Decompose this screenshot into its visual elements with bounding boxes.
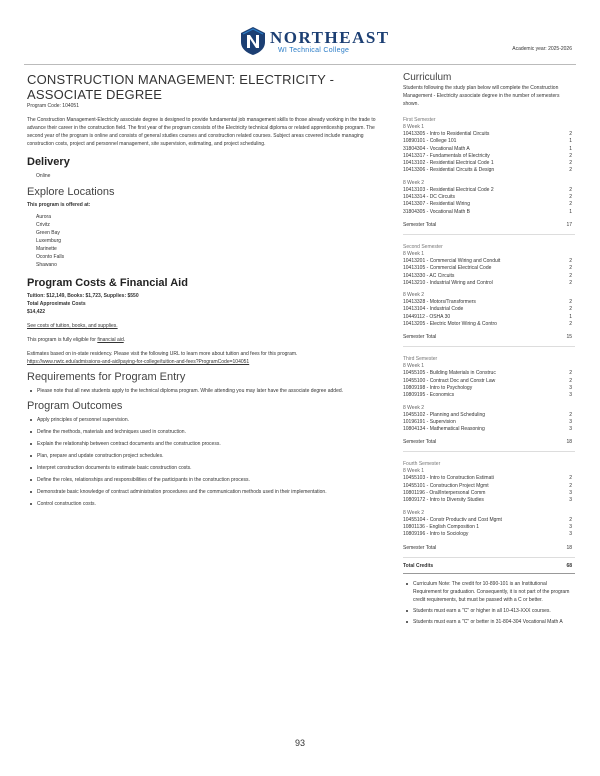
course-credits: 2 [569, 201, 572, 208]
program-code: Program Code: 104051 [27, 103, 79, 109]
course-name: 10804134 - Mathematical Reasoning [403, 426, 485, 433]
outcome-item: Interpret construction documents to estimate basic construction costs. [27, 464, 382, 472]
course-credits: 2 [569, 482, 572, 489]
course-credits: 2 [569, 516, 572, 523]
course-row [403, 146, 575, 153]
curriculum-column [403, 72, 575, 626]
course-row [403, 299, 575, 306]
course-row [403, 265, 575, 272]
tuition-url-link[interactable]: https://www.nwtc.edu/admissions-and-aid/paying-for-college/tuition-and-fees?ProgramCode=104051 [27, 359, 250, 365]
course-credits: 2 [569, 321, 572, 328]
total-credits-row [403, 563, 575, 570]
course-name: 10413328 - Motors/Transformers [403, 299, 476, 306]
outcome-item: Define the roles, relationships and responsibilities of the participants in the construction process. [27, 476, 382, 484]
semester-divider [403, 234, 575, 235]
course-credits: 2 [569, 265, 572, 272]
semester-block [403, 461, 575, 557]
semester-title: First Semester [403, 117, 436, 123]
logo-mark-icon [240, 26, 266, 56]
course-credits: 3 [569, 497, 572, 504]
course-row [403, 524, 575, 531]
course-credits: 2 [569, 475, 572, 482]
course-row [403, 531, 575, 538]
locations-list [27, 213, 382, 269]
total-credits-divider [403, 573, 575, 574]
course-row [403, 483, 575, 490]
semester-divider [403, 557, 575, 558]
course-name: 10413201 - Commercial Wiring and Conduit [403, 257, 501, 264]
course-name: 10455103 - Intro to Construction Estimati [403, 475, 494, 482]
title-line-1: CONSTRUCTION MANAGEMENT: ELECTRICITY - [27, 72, 335, 87]
course-name: 10809195 - Economics [403, 392, 455, 399]
semester-block [403, 356, 575, 452]
course-credits: 2 [569, 160, 572, 167]
course-credits: 2 [569, 272, 572, 279]
financial-aid-link[interactable]: financial aid [97, 337, 124, 343]
aid-prefix: This program is fully eligible for [27, 337, 98, 343]
course-row [403, 258, 575, 265]
page-number: 93 [294, 738, 305, 748]
course-row [403, 412, 575, 419]
course-name: 10801196 - Oral/Interpersonal Comm [403, 490, 486, 497]
logo-subtitle: WI Technical College [278, 47, 350, 54]
course-credits: 1 [569, 313, 572, 320]
semester-divider [403, 451, 575, 452]
course-row [403, 306, 575, 313]
course-name: 10413314 - DC Circuits [403, 194, 455, 201]
title-line-2: ASSOCIATE DEGREE [27, 87, 163, 102]
curriculum-note: Students must earn a "C" or better in 31-804-304 Vocational Math A [403, 618, 575, 626]
locations-heading: Explore Locations [27, 186, 115, 198]
semester-total-row [403, 222, 575, 229]
curriculum-note: Curriculum Note: The credit for 10-890-101 is an Institutional Requirement for graduation. Consequently, it is not part of the program credit requirements, but must be passed with a C or better. [403, 580, 575, 604]
location-item: Aurora [36, 214, 52, 220]
course-name: 10413205 - Electric Motor Wiring & Contro [403, 321, 497, 328]
course-name: 10455104 - Constr Productiv and Cost Mgmt [403, 516, 502, 523]
outcome-item: Demonstrate basic knowledge of contract administration procedures and the communication methods used in their implementation. [27, 488, 382, 496]
course-name: 10413317 - Fundamentals of Electricity [403, 152, 490, 159]
course-credits: 2 [569, 131, 572, 137]
see-costs-link[interactable]: See costs of tuition, books, and supplies. [27, 323, 118, 329]
aid-suffix: . [123, 337, 126, 343]
header-divider [24, 64, 576, 65]
page-header [0, 22, 600, 62]
outcome-item: Define the methods, materials and techniques used in construction. [27, 428, 382, 436]
course-name: 10809196 - Intro to Sociology [403, 531, 469, 538]
course-name: 10455100 - Contract Doc and Constr Law [403, 377, 496, 384]
week-label: 8 Week 2 [403, 179, 425, 186]
course-credits: 1 [569, 145, 572, 152]
semester-block [403, 244, 575, 347]
delivery-value: Online [36, 173, 51, 179]
course-row [403, 426, 575, 433]
course-row [403, 209, 575, 216]
course-row [403, 153, 575, 160]
course-credits: 2 [569, 377, 572, 384]
outcome-item: Apply principles of personnel supervision. [27, 416, 382, 424]
course-name: 10809198 - Intro to Psychology [403, 384, 473, 391]
course-name: 31804305 - Vocational Math B [403, 208, 470, 215]
course-credits: 2 [569, 370, 572, 377]
course-credits: 2 [569, 279, 572, 286]
semester-total-value: 15 [566, 334, 572, 341]
page-title [27, 72, 382, 102]
semester-total-value: 18 [566, 544, 572, 551]
course-name: 10801136 - English Composition 1 [403, 523, 480, 530]
semester-total-label: Semester Total [403, 221, 437, 228]
week-label: 8 Week 1 [403, 363, 425, 370]
location-item: Marinette [36, 246, 57, 252]
total-costs-value: $14,422 [27, 309, 46, 315]
semester-title: Third Semester [403, 356, 438, 363]
total-credits-value: 68 [566, 562, 572, 569]
semester-title: Fourth Semester [403, 461, 441, 468]
course-name: 10196191 - Supervision [403, 418, 456, 425]
curriculum-notes [403, 580, 575, 626]
course-row [403, 201, 575, 208]
course-credits: 3 [569, 490, 572, 497]
course-credits: 3 [569, 418, 572, 425]
course-credits: 2 [569, 194, 572, 201]
total-costs-label: Total Approximate Costs [27, 301, 86, 307]
course-row [403, 321, 575, 328]
semester-total-label: Semester Total [403, 544, 437, 551]
program-description: The Construction Management-Electricity associate degree is designed to provide fundamental job management skills to those already working in the trade to advance their career in the construction field. The first year of the program consists of the Electricity technical diploma or related apprenticeship program. The second year of the program is online and consists of general studies courses and construction related courses. Subject areas covered include managing construction costs, project and personnel management, site supervision, estimating, and project scheduling. [27, 117, 376, 147]
course-row [403, 280, 575, 287]
delivery-heading: Delivery [27, 156, 70, 168]
course-name: 10413307 - Residential Wiring [403, 201, 470, 208]
course-credits: 3 [569, 384, 572, 391]
course-row [403, 378, 575, 385]
course-credits: 1 [569, 208, 572, 215]
course-row [403, 187, 575, 194]
course-row [403, 131, 575, 138]
course-name: 10455102 - Planning and Scheduling [403, 411, 486, 418]
costs-heading: Program Costs & Financial Aid [27, 277, 188, 289]
course-row [403, 517, 575, 524]
course-credits: 2 [569, 411, 572, 418]
course-credits: 2 [569, 299, 572, 306]
semester-block [403, 117, 575, 235]
week-label: 8 Week 2 [403, 509, 425, 516]
outcomes-list [27, 416, 382, 508]
outcome-item: Control construction costs. [27, 500, 382, 508]
week-label: 8 Week 1 [403, 124, 425, 130]
curriculum-note: Students must earn a "C" or higher in all 10-413-XXX courses. [403, 607, 575, 615]
course-row [403, 385, 575, 392]
estimate-note: Estimates based on in-state residency. Please visit the following URL to learn more about tuition and fees for this program. [27, 351, 298, 357]
total-credits-label: Total Credits [403, 562, 434, 569]
course-name: 10413306 - Residential Circuits & Design [403, 167, 495, 174]
course-row [403, 273, 575, 280]
course-name: 31804304 - Vocational Math A [403, 145, 470, 152]
course-credits: 2 [569, 186, 572, 193]
semester-total-label: Semester Total [403, 439, 437, 446]
semester-total-label: Semester Total [403, 334, 437, 341]
course-row [403, 160, 575, 167]
curriculum-intro: Students following the study plan below will complete the Construction Management - Electricity associate degree in the number of semesters shown. [403, 85, 560, 107]
course-credits: 3 [569, 531, 572, 538]
course-row [403, 419, 575, 426]
locations-intro: This program is offered at: [27, 202, 91, 208]
course-name: 10455101 - Construction Project Mgmt [403, 482, 489, 489]
course-name: 10413104 - Industrial Code [403, 306, 464, 313]
week-label: 8 Week 2 [403, 404, 425, 411]
semester-total-value: 18 [566, 439, 572, 446]
tuition-breakdown: Tuition: $12,149, Books: $1,723, Supplies: $550 [27, 293, 139, 299]
program-details-column [27, 72, 382, 512]
course-row [403, 194, 575, 201]
semester-title: Second Semester [403, 243, 443, 250]
week-label: 8 Week 1 [403, 250, 425, 257]
semester-divider [403, 346, 575, 347]
course-credits: 3 [569, 523, 572, 530]
course-credits: 3 [569, 426, 572, 433]
location-item: Green Bay [36, 230, 60, 236]
curriculum-heading: Curriculum [403, 72, 452, 83]
course-name: 10413330 - AC Circuits [403, 272, 455, 279]
course-row [403, 497, 575, 504]
college-logo [240, 26, 390, 62]
course-row [403, 167, 575, 174]
outcomes-heading: Program Outcomes [27, 400, 123, 412]
logo-name: NORTHEAST [270, 28, 390, 47]
course-credits: 2 [569, 152, 572, 159]
course-credits: 2 [569, 257, 572, 264]
course-name: 10413103 - Residential Electrical Code 2 [403, 186, 494, 193]
course-name: 10413105 - Commercial Electrical Code [403, 265, 492, 272]
course-name: 10449112 - OSHA 30 [403, 313, 451, 320]
location-item: Shawano [36, 262, 57, 268]
semester-total-row [403, 545, 575, 552]
course-row [403, 314, 575, 321]
week-label: 8 Week 1 [403, 468, 425, 475]
course-credits: 3 [569, 392, 572, 399]
course-row [403, 392, 575, 399]
course-row [403, 370, 575, 377]
requirements-list [27, 387, 382, 395]
outcome-item: Plan, prepare and update construction project schedules. [27, 452, 382, 460]
course-name: 10413210 - Industrial Wiring and Control [403, 279, 493, 286]
course-row [403, 490, 575, 497]
course-credits: 1 [569, 138, 572, 145]
course-name: 10455105 - Building Materials in Construc [403, 370, 496, 377]
academic-year: Academic year: 2025-2026 [512, 46, 572, 52]
course-credits: 2 [569, 306, 572, 313]
outcome-item: Explain the relationship between contract documents and the construction process. [27, 440, 382, 448]
semester-total-row [403, 334, 575, 341]
course-name: 10809172 - Intro to Diversity Studies [403, 497, 484, 504]
location-item: Crivitz [36, 222, 50, 228]
requirement-item: Please note that all new students apply to the technical diploma program. While attending you may later have the associate degree added. [27, 387, 382, 395]
course-credits: 2 [569, 167, 572, 174]
financial-aid-note [27, 336, 382, 344]
location-item: Luxemburg [36, 238, 62, 244]
course-name: 10413305 - Intro to Residential Circuits [403, 131, 490, 137]
location-item: Oconto Falls [36, 254, 65, 260]
semester-total-value: 17 [566, 221, 572, 228]
course-name: 10890101 - College 101 [403, 138, 457, 145]
week-label: 8 Week 2 [403, 292, 425, 299]
course-row [403, 475, 575, 482]
course-row [403, 138, 575, 145]
semester-total-row [403, 439, 575, 446]
requirements-heading: Requirements for Program Entry [27, 371, 186, 383]
course-name: 10413102 - Residential Electrical Code 1 [403, 160, 494, 167]
